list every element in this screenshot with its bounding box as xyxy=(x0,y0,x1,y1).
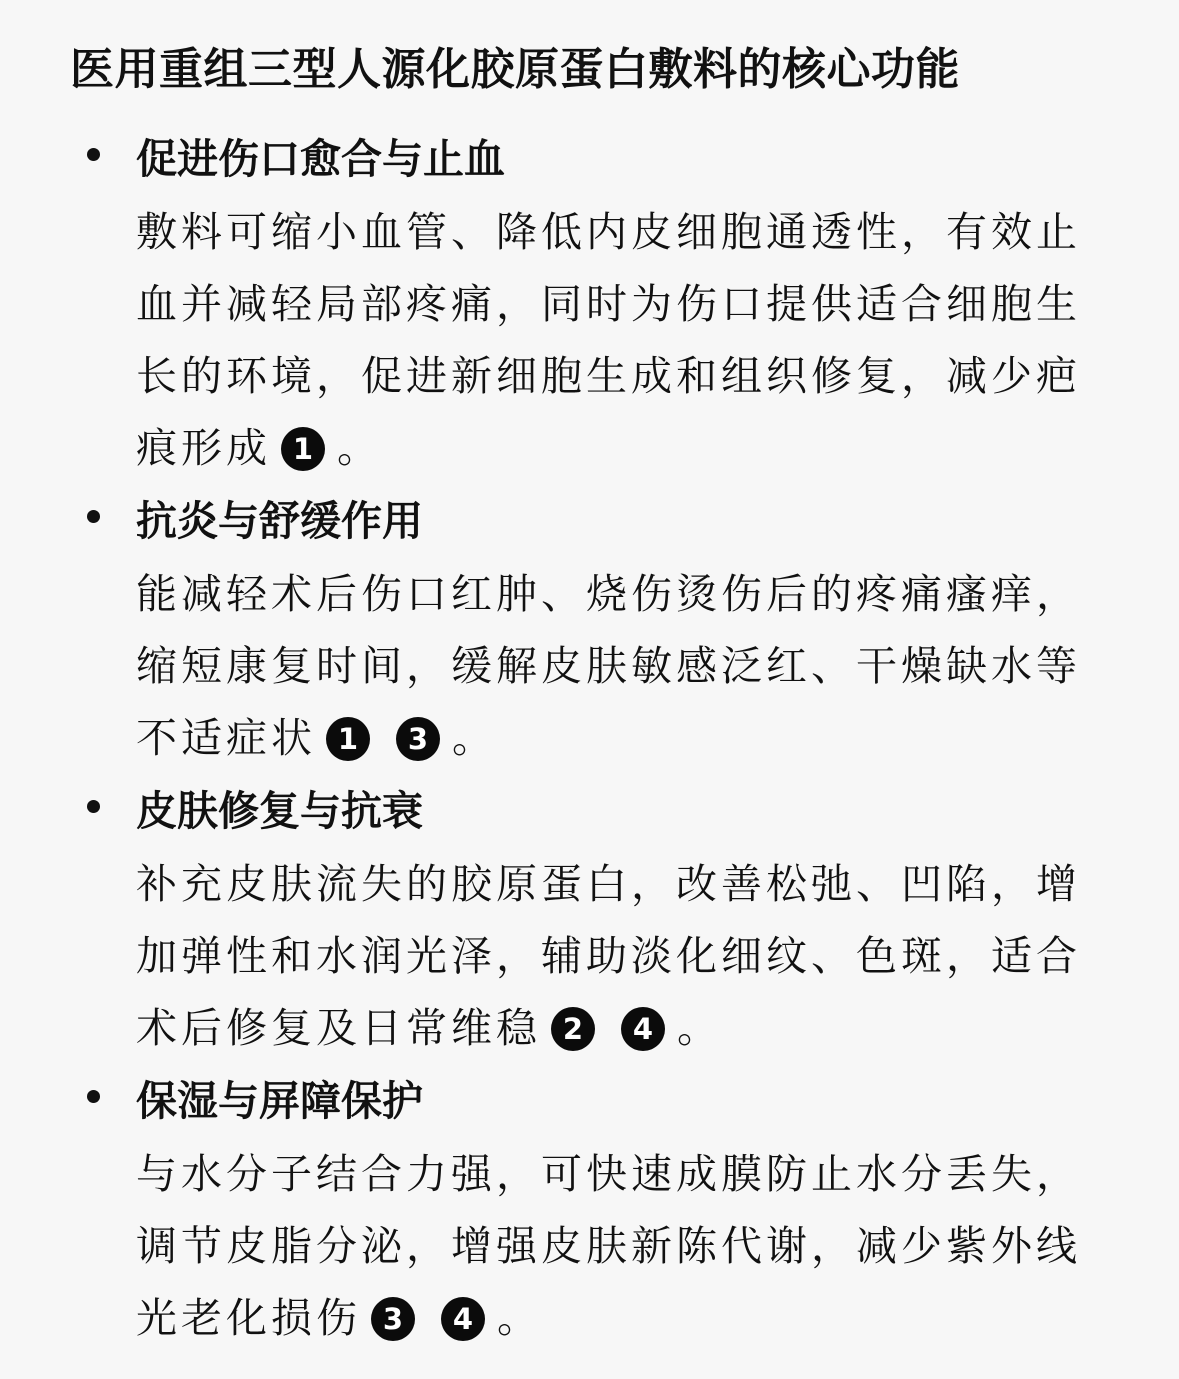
item-body xyxy=(136,848,1116,1064)
item-text: 补充皮肤流失的胶原蛋白，改善松弛、凹陷，增加弹性和水润光泽，辅助淡化细纹、色斑，适合术后修复及日常维稳 xyxy=(136,860,1081,1052)
citation-badge[interactable]: 3 xyxy=(371,1297,415,1341)
item-text: 能减轻术后伤口红肿、烧伤烫伤后的疼痛瘙痒，缩短康复时间，缓解皮肤敏感泛红、干燥缺水等不适症状 xyxy=(136,570,1081,762)
bullet-icon xyxy=(87,510,100,523)
page-title: 医用重组三型人源化胶原蛋白敷料的核心功能 xyxy=(70,44,960,95)
list-item xyxy=(70,774,1179,1064)
item-text: 敷料可缩小血管、降低内皮细胞通透性，有效止血并减轻局部疼痛，同时为伤口提供适合细胞生长的环境，促进新细胞生成和组织修复，减少疤痕形成 xyxy=(136,208,1081,472)
list-item xyxy=(70,122,1179,484)
item-body xyxy=(136,1138,1116,1354)
citation-badge[interactable]: 1 xyxy=(326,717,370,761)
bullet-icon xyxy=(87,800,100,813)
item-body xyxy=(136,196,1116,484)
item-end-punct: 。 xyxy=(497,1294,538,1342)
item-text: 与水分子结合力强，可快速成膜防止水分丢失，调节皮脂分泌，增强皮肤新陈代谢，减少紫外线光老化损伤 xyxy=(136,1150,1081,1342)
list-item xyxy=(70,1064,1179,1354)
item-end-punct: 。 xyxy=(337,424,378,472)
item-heading: 皮肤修复与抗衰 xyxy=(136,787,423,835)
item-body xyxy=(136,558,1116,774)
item-heading: 抗炎与舒缓作用 xyxy=(136,497,423,545)
citation-badge[interactable]: 2 xyxy=(551,1007,595,1051)
citation-badge[interactable]: 3 xyxy=(396,717,440,761)
citation-badge[interactable]: 1 xyxy=(281,427,325,471)
citation-badge[interactable]: 4 xyxy=(441,1297,485,1341)
item-heading: 保湿与屏障保护 xyxy=(136,1077,423,1125)
item-end-punct: 。 xyxy=(677,1004,718,1052)
item-heading: 促进伤口愈合与止血 xyxy=(136,135,505,183)
list-item xyxy=(70,484,1179,774)
function-list xyxy=(70,122,1179,1354)
bullet-icon xyxy=(87,1090,100,1103)
bullet-icon xyxy=(87,148,100,161)
item-end-punct: 。 xyxy=(452,714,493,762)
citation-badge[interactable]: 4 xyxy=(621,1007,665,1051)
